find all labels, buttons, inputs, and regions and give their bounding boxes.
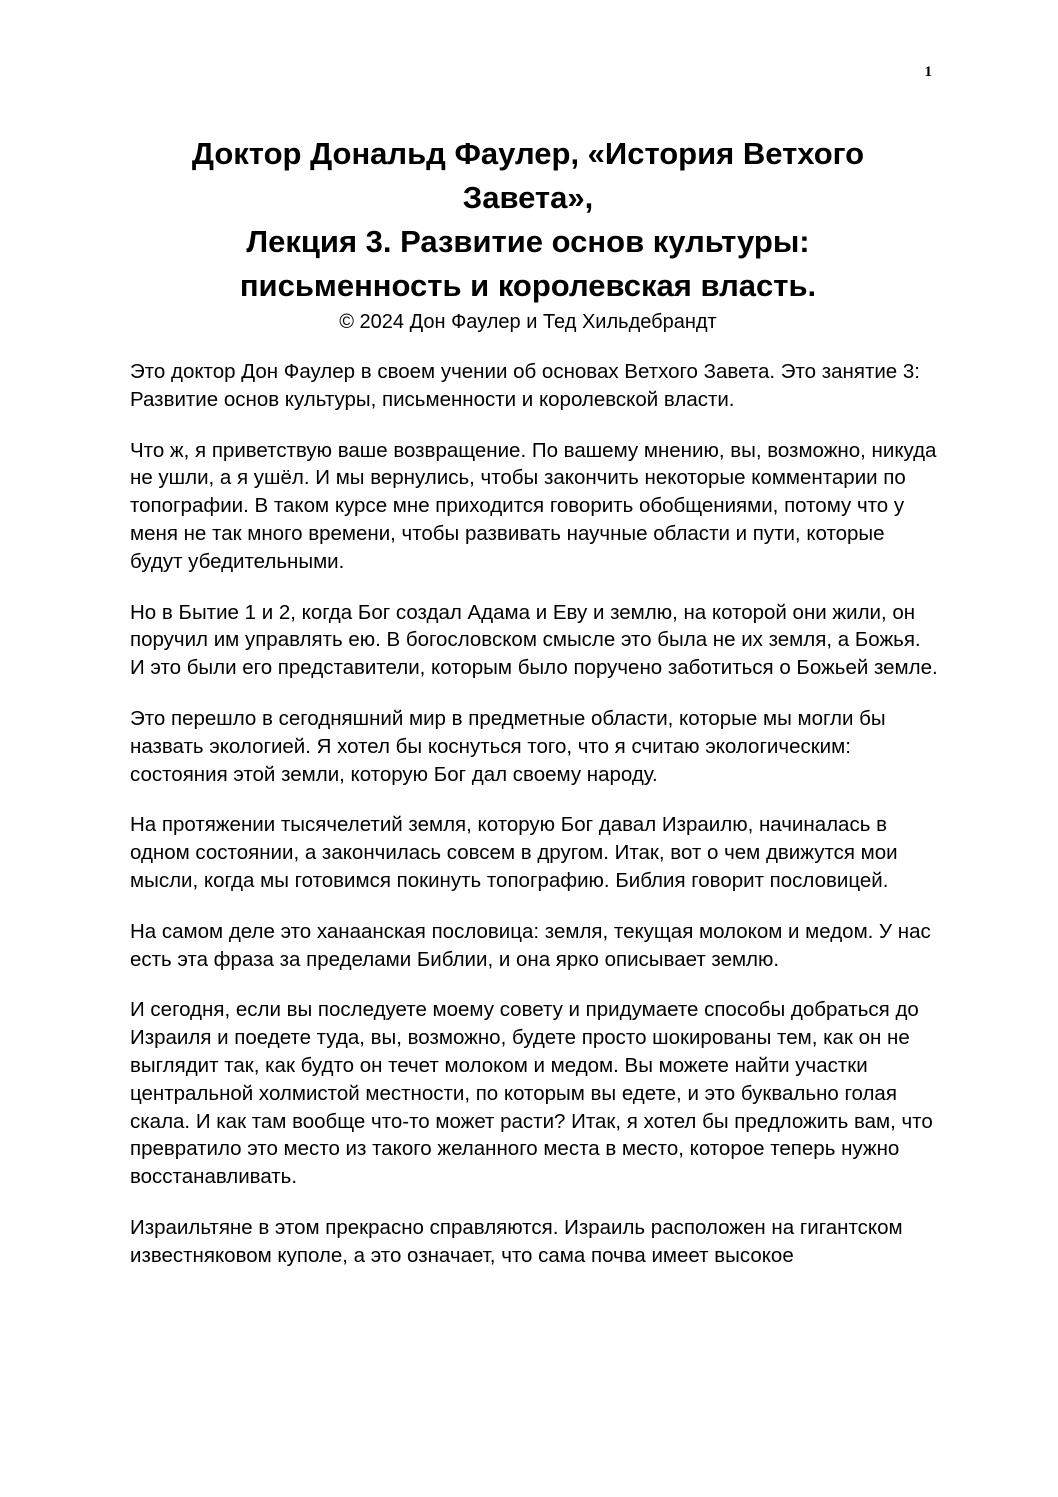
paragraph-intro: Это доктор Дон Фаулер в своем учении об основах Ветхого Завета. Это занятие 3: Развитие основ культуры, письменности и королевской власти.: [130, 360, 921, 411]
title-line-4: письменность и королевская власть.: [239, 268, 817, 303]
paragraph-genesis: Но в Бытие 1 и 2, когда Бог создал Адама и Еву и землю, на которой они жили, он поручил им управлять ею. В богословском смысле это была не их земля, а Божья. И это были его представители, которым было поручено заботиться о Божьей земле.: [130, 600, 938, 680]
paragraph-ecology: Это перешло в сегодняшний мир в предметные области, которые мы могли бы назвать экологией. Я хотел бы коснуться того, что я считаю экологическим: состояния этой земли, которую Бог дал своему народу.: [130, 706, 886, 786]
paragraph-proverb: На самом деле это ханаанская пословица: земля, текущая молоком и медом. У нас есть эта фраза за пределами Библии, и она ярко описывает землю.: [130, 919, 931, 971]
document-body: [130, 358, 940, 1293]
page-number: 1: [924, 64, 932, 80]
title-line-3: Лекция 3. Развитие основ культуры:: [246, 224, 810, 259]
paragraph-today: И сегодня, если вы последуете моему совету и придумаете способы добраться до Израиля и поедете туда, вы, возможно, будете просто шокированы тем, как он не выглядит так, как будто он течет молоком и медом. Вы можете найти участки центральной холмистой местности, по которым вы едете, и это буквально голая скала. И как там вообще что-то может расти? Итак, я хотел бы предложить вам, что превратило это место из такого желанного места в место, которое теперь нужно восстанавливать.: [130, 998, 933, 1189]
paragraph-millennia: На протяжении тысячелетий земля, которую Бог давал Израилю, начиналась в одном состоянии, а закончилась совсем в другом. Итак, вот о чем движутся мои мысли, когда мы готовимся покинуть топографию. Библия говорит пословицей.: [130, 813, 898, 892]
paragraph-welcome: Что ж, я приветствую ваше возвращение. По вашему мнению, вы, возможно, никуда не ушли, а я ушёл. И мы вернулись, чтобы закончить некоторые комментарии по топографии. В таком курсе мне приходится говорить обобщениями, потому что у меня не так много времени, чтобы развивать научные области и пути, которые будут убедительными.: [130, 438, 937, 573]
paragraph-limestone: Израильтяне в этом прекрасно справляются. Израиль расположен на гигантском известняковом куполе, а это означает, что сама почва имеет высокое: [130, 1215, 903, 1267]
document-title-block: [128, 132, 928, 336]
title-line-2: Завета»,: [462, 180, 594, 215]
title-line-1: Доктор Дональд Фаулер, «История Ветхого: [191, 136, 865, 171]
copyright-line: © 2024 Дон Фаулер и Тед Хильдебрандт: [339, 311, 717, 333]
